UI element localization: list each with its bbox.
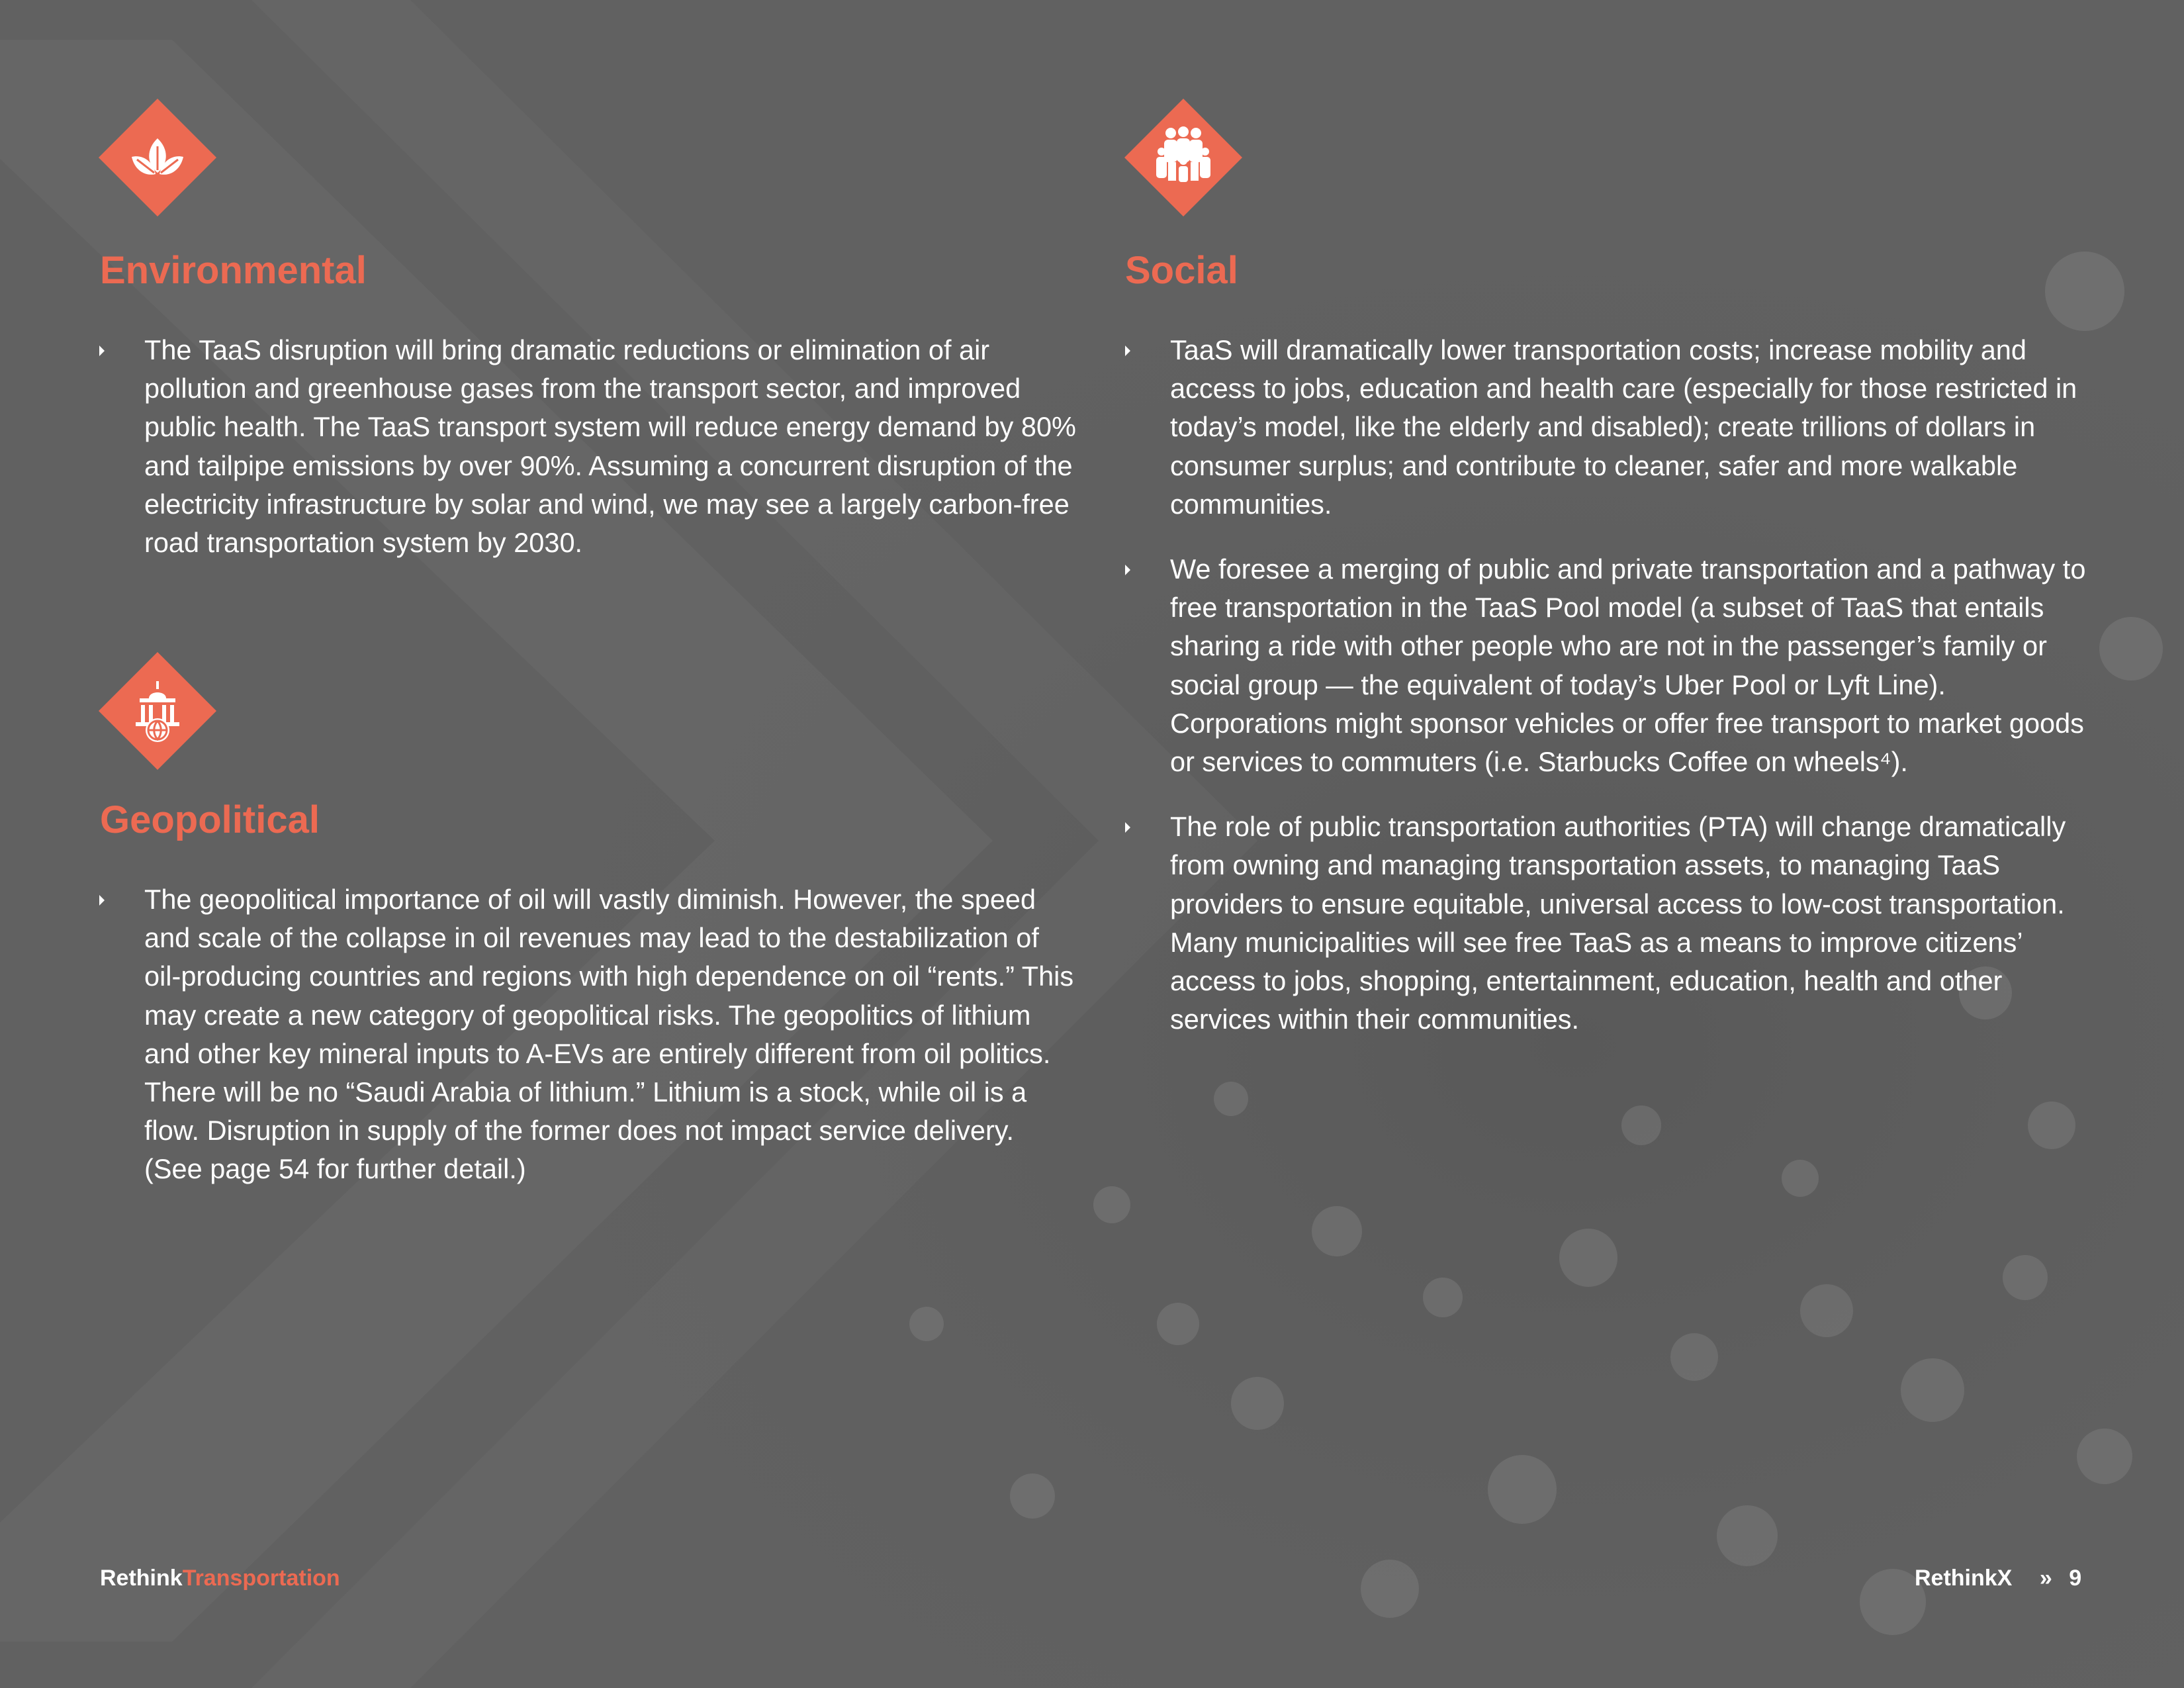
bullet-marker-icon: [1125, 346, 1130, 356]
footer-publisher: RethinkX: [1915, 1566, 2013, 1591]
environmental-bullet-list: [99, 331, 1079, 588]
capitol-globe-icon: [99, 652, 216, 770]
geopolitical-title: Geopolitical: [100, 798, 320, 841]
list-item: [99, 880, 1079, 1189]
people-group-icon: [1124, 99, 1242, 216]
footer-page-info: [1915, 1565, 2081, 1591]
bullet-marker-icon: [1125, 822, 1130, 833]
bullet-text: The TaaS disruption will bring dramatic reductions or elimination of air pollution and greenhouse gases from the transport sector, and improved public health. The TaaS transport system will reduce energy demand by 80% and tailpipe emissions by over 90%. Assuming a concurrent disruption of the electricity infrastructure by solar and wind, we may see a largely carbon-free road transportation system by 2030.: [144, 334, 1076, 559]
bullet-marker-icon: [99, 346, 105, 356]
social-bullet-list: [1125, 331, 2105, 1065]
page-number: 9: [2069, 1566, 2082, 1591]
leaves-icon: [99, 99, 216, 216]
footer-brand-transportation: Transportation: [182, 1566, 340, 1591]
bullet-text: The geopolitical importance of oil will vastly diminish. However, the speed and scale of the collapse in oil revenues may lead to the destabilization of oil-producing countries and regions with high dependence on oil “rents.” This may create a new category of geopolitical risks. The geopolitics of lithium and other key mineral inputs to A-EVs are entirely different from oil politics. There will be no “Saudi Arabia of lithium.” Lithium is a stock, while oil is a flow. Disruption in supply of the former does not impact service delivery. (See page 54 for further detail.): [144, 884, 1074, 1185]
list-item: [1125, 331, 2105, 524]
list-item: [99, 331, 1079, 562]
footer-separator: »: [2039, 1566, 2052, 1591]
footer-brand: [100, 1565, 340, 1591]
bullet-marker-icon: [99, 895, 105, 906]
social-title: Social: [1125, 249, 1238, 292]
bullet-marker-icon: [1125, 565, 1130, 575]
bullet-text: TaaS will dramatically lower transportation costs; increase mobility and access to jobs, education and health care (especially for those restricted in today’s model, like the elderly and disabled); create trillions of dollars in consumer surplus; and contribute to cleaner, safer and more walkable communities.: [1170, 334, 2077, 520]
bullet-text: We foresee a merging of public and private transportation and a pathway to free transportation in the TaaS Pool model (a subset of TaaS that entails sharing a ride with other people who are not in the passenger’s family or social group — the equivalent of today’s Uber Pool or Lyft Line). Corporations might sponsor vehicles or offer free transport to market goods or services to commuters (i.e. Starbucks Coffee on wheels⁴).: [1170, 553, 2086, 778]
footer-brand-rethink: Rethink: [100, 1566, 183, 1591]
geopolitical-bullet-list: [99, 880, 1079, 1215]
bullet-text: The role of public transportation authorities (PTA) will change dramatically from owning and managing transportation assets, to managing TaaS providers to ensure equitable, universal access to low-cost transportation. Many municipalities will see free TaaS as a means to improve citizens’ access to jobs, shopping, entertainment, education, health and other services within their communities.: [1170, 811, 2066, 1035]
list-item: [1125, 550, 2105, 781]
list-item: [1125, 808, 2105, 1039]
environmental-title: Environmental: [100, 249, 367, 292]
